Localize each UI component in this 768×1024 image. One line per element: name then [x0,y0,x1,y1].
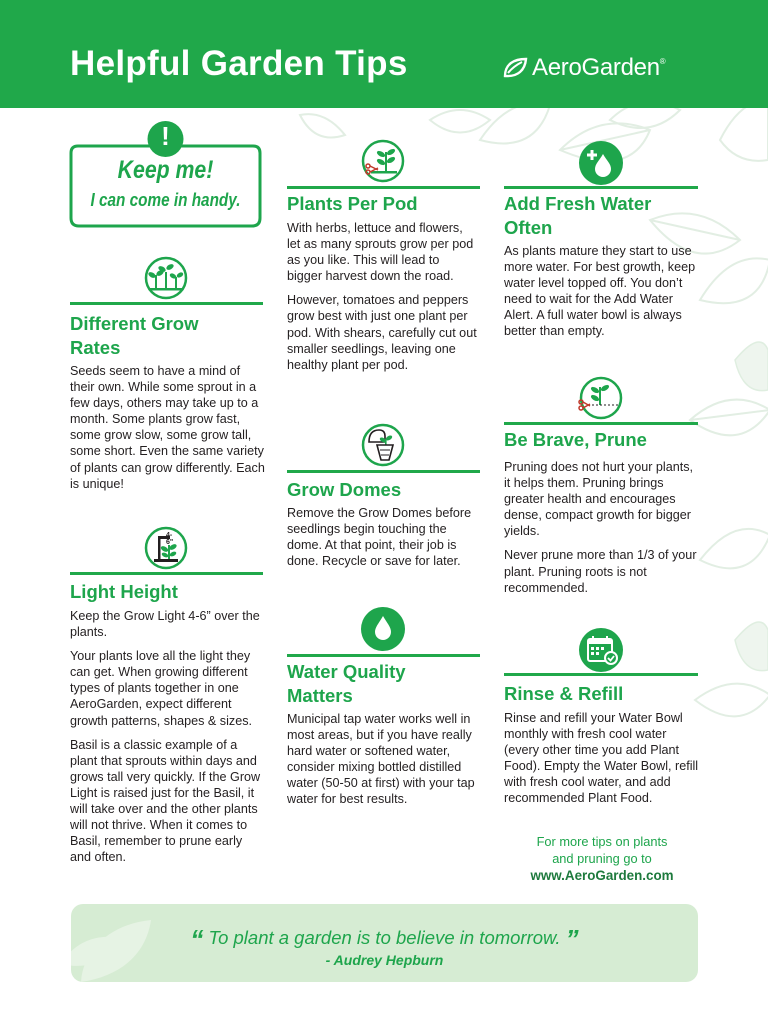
fresh-water-rule [504,186,698,189]
aerogarden-logo [502,53,666,83]
logo-text: AeroGarden [532,54,660,81]
scissors-plant-icon [572,375,630,421]
header-banner [0,0,768,108]
logo-registered-mark: ® [659,57,666,66]
water-quality-rule [287,654,480,657]
light-height-rule [70,572,263,575]
aerogarden-website-link[interactable]: www.AeroGarden.com [530,868,674,883]
water-drop-icon [355,606,411,652]
more-tips-line1: For more tips on plants [536,834,668,849]
light-height-icon-label: 4-6" [166,532,174,546]
seedlings-icon [138,255,194,301]
more-tips-note [504,833,700,884]
quote-text [71,924,698,955]
rinse-refill-body: Rinse and refill your Water Bowl monthly with fresh cool water (every other time you add Plant Food). Empty the Water Bowl, refill with fresh cool water, and add recommended Plant Food. [504,711,699,806]
water-quality-title: Water Quality Matters [287,661,406,706]
open-quote-mark: “ [190,924,204,954]
keep-me-subtitle: I can come in handy. [90,190,241,210]
grow-domes-body: Remove the Grow Domes before seedlings begin touching the dome. At that point, their job is done. Recycle or save for later. [287,506,472,569]
prune-title: Be Brave, Prune [504,429,647,450]
leaf-logo-icon [502,56,528,80]
light-height-body: Keep the Grow Light 4-6” over the plants. Your plants love all the light they can get. When growing different types of plants together in one AeroGarden, expect different growth patterns, shapes & sizes. Basil is a classic example of a plant that sprouts within days and grows tall very quickly. If the Grow Light is raised just for the Basil, it will take over and the other plants will not thrive. When it comes to Basil, remember to prune early and often. [70,609,261,865]
plants-per-pod-rule [287,186,480,189]
close-quote-mark: ” [565,924,579,954]
keep-me-title: Keep me! [117,156,214,184]
rinse-refill-rule [504,673,698,676]
plants-per-pod-title: Plants Per Pod [287,193,418,214]
prune-body: Pruning does not hurt your plants, it helps them. Pruning brings greater health and encourages dense, compact growth for bigger yields. Never prune more than 1/3 of your plant. Pruning roots is not recommended. [504,460,697,595]
more-tips-line2: and pruning go to [552,851,652,866]
grow-domes-rule [287,470,480,473]
rinse-refill-title: Rinse & Refill [504,683,624,704]
fresh-water-title: Add Fresh Water Often [504,193,652,238]
fresh-water-body: As plants mature they start to use more water. For best growth, keep water level topped off. You don’t need to wait for the Add Water Alert. A full water bowl is always better than empty. [504,244,696,339]
page-title: Helpful Garden Tips [70,44,408,83]
grow-rates-body: Seeds seem to have a mind of their own. While some sprout in a few days, others may take up to a month. Some plants grow fast, some grow slow, some grow tall, some short. Even the same variety of plants can grow differently. Each is unique! [70,364,265,491]
prune-rule [504,422,698,425]
quote-author: - Audrey Hepburn [325,952,444,968]
prune-sprout-icon [355,138,411,184]
exclamation-mark: ! [161,121,170,151]
light-height-title: Light Height [70,581,178,602]
quote-body: To plant a garden is to believe in tomorrow. [208,927,561,948]
water-quality-body: Municipal tap water works well in most areas, but if you have really hard water or softened water, consider mixing bottled distilled water (50-50 at first) with your tap water for best results. [287,712,475,807]
grow-dome-icon [355,422,411,468]
grow-rates-rule [70,302,263,305]
calendar-check-icon [572,627,630,673]
plants-per-pod-body: With herbs, lettuce and flowers, let as many sprouts grow per pod as you like. This will lead to bigger harvest down the road. However, tomatoes and peppers grow best with just one plant per pod. With shears, carefully cut out smaller seedlings, leaving one healthy plant per pod. [287,221,477,372]
quote-banner [71,904,698,982]
keep-me-card [68,120,263,230]
add-water-icon [572,140,630,186]
grow-domes-title: Grow Domes [287,479,402,500]
grow-rates-title: Different Grow Rates [70,313,199,358]
